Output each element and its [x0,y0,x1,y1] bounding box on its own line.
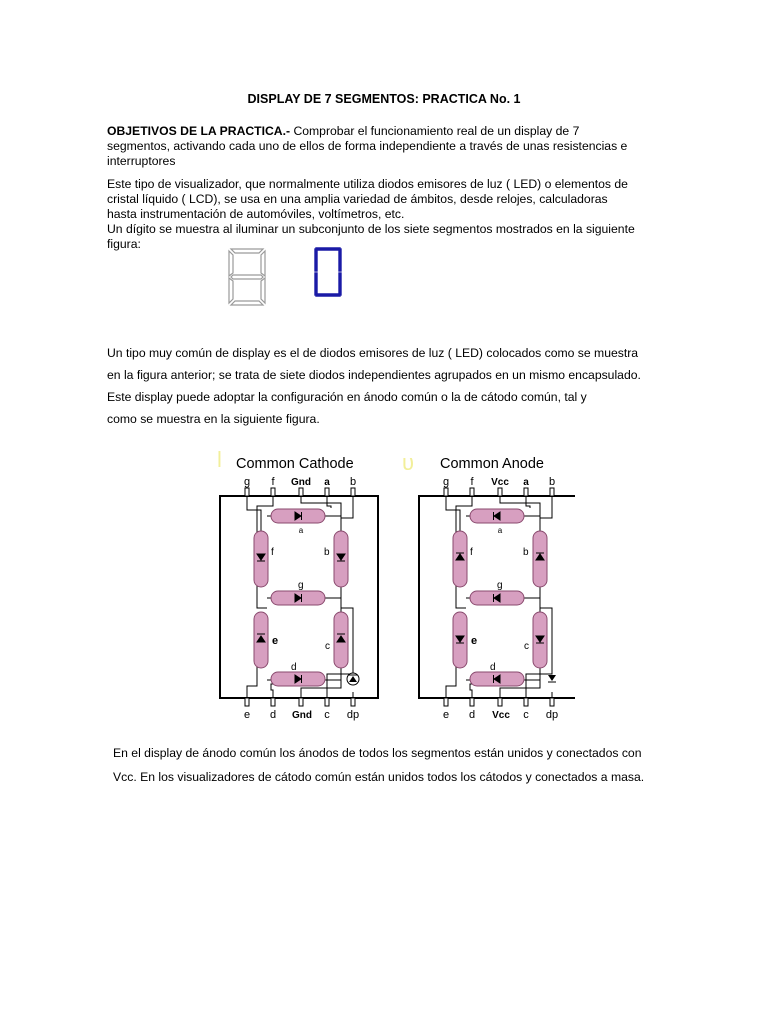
cathode-pin-top-5: b [349,476,357,488]
anode-seg-b-label: b [523,547,529,558]
closing-line-2: Vcc. En los visualizadores de cátodo común están unidos todos los cátodos y conectados a masa. [113,770,645,784]
objectives-line-3: interruptores [107,154,176,168]
cathode-pin-bottom-3: Gnd [292,710,312,721]
cathode-pin-bottom-1: e [243,709,251,721]
svg-text:l: l [217,448,222,472]
led-line-2: en la figura anterior; se trata de siete diodos independientes agrupados en un mismo encapsulado. [107,368,641,382]
page-title: DISPLAY DE 7 SEGMENTOS: PRACTICA No. 1 [247,92,521,106]
objectives-label: OBJETIVOS DE LA PRACTICA.- [107,124,291,138]
anode-pin-top-2: f [470,476,474,488]
anode-pin-bottom-4: c [523,709,529,721]
objectives-line-1 [107,124,667,139]
anode-pin-bottom-2: d [468,709,476,721]
common-cathode-panel [217,448,378,721]
cathode-pin-bottom-4: c [324,709,330,721]
common-cathode-anode-diagram [205,448,575,727]
cathode-seg-c-label: c [325,641,330,652]
anode-seg-c-label: c [524,641,529,652]
cathode-seg-f-label: f [271,547,274,558]
anode-seg-a-label: a [497,526,503,535]
anode-seg-d-label: d [490,662,496,673]
intro-line-1: Este tipo de visualizador, que normalmente utiliza diodos emisores de luz ( LED) o elementos de [107,177,628,191]
cathode-title: Common Cathode [236,456,354,472]
cathode-pin-top-4: a [324,477,330,488]
anode-pin-top-1: g [442,476,450,488]
cathode-seg-g-label: g [298,580,304,591]
svg-text:υ: υ [402,450,415,475]
closing-line-1: En el display de ánodo común los ánodos de todos los segmentos están unidos y conectados con [113,746,642,760]
anode-seg-f-label: f [470,547,473,558]
cathode-seg-e-label: e [272,635,279,647]
led-paragraph [107,342,669,430]
anode-seg-e-label: e [471,635,478,647]
anode-pin-bottom-3: Vcc [492,710,510,721]
intro-paragraph [107,177,667,252]
led-line-3: Este display puede adoptar la configuración en ánodo común o la de cátodo común, tal y [107,390,587,404]
closing-paragraph [113,741,693,789]
cathode-pin-top-1: g [243,476,251,488]
intro-line-5: figura: [107,237,141,251]
anode-pin-top-5: b [548,476,556,488]
cathode-pin-bottom-2: d [269,709,277,721]
anode-seg-g-label: g [497,580,503,591]
cathode-pin-top-2: f [271,476,275,488]
seven-segment-digit-figure [313,246,343,303]
common-anode-panel [402,450,575,721]
cathode-pin-top-3: Gnd [291,477,311,488]
cathode-seg-d-label: d [291,662,297,673]
led-line-1: Un tipo muy común de display es el de diodos emisores de luz ( LED) colocados como se muestra [107,346,639,360]
anode-pin-bottom-5: dp [545,709,559,721]
cathode-pin-bottom-5: dp [346,709,360,721]
intro-line-4: Un dígito se muestra al iluminar un subconjunto de los siete segmentos mostrados en la siguiente [107,222,635,236]
anode-pin-top-3: Vcc [491,477,509,488]
intro-line-2: cristal líquido ( LCD), se usa en una amplia variedad de ámbitos, desde relojes, calculadoras [107,192,608,206]
cathode-seg-a-label: a [298,526,304,535]
objectives-text-1: Comprobar el funcionamiento real de un display de 7 [290,124,580,138]
anode-pin-top-4: a [523,477,529,488]
led-line-4: como se muestra en la siguiente figura. [107,412,320,426]
cathode-seg-b-label: b [324,547,330,558]
seven-segment-outline-figure [225,246,270,313]
anode-title: Common Anode [440,456,544,472]
objectives-paragraph [107,124,667,169]
intro-line-3: hasta instrumentación de automóviles, voltímetros, etc. [107,207,405,221]
anode-pin-bottom-1: e [442,709,450,721]
objectives-line-2: segmentos, activando cada uno de ellos de forma independiente a través de unas resistencias e [107,139,628,153]
